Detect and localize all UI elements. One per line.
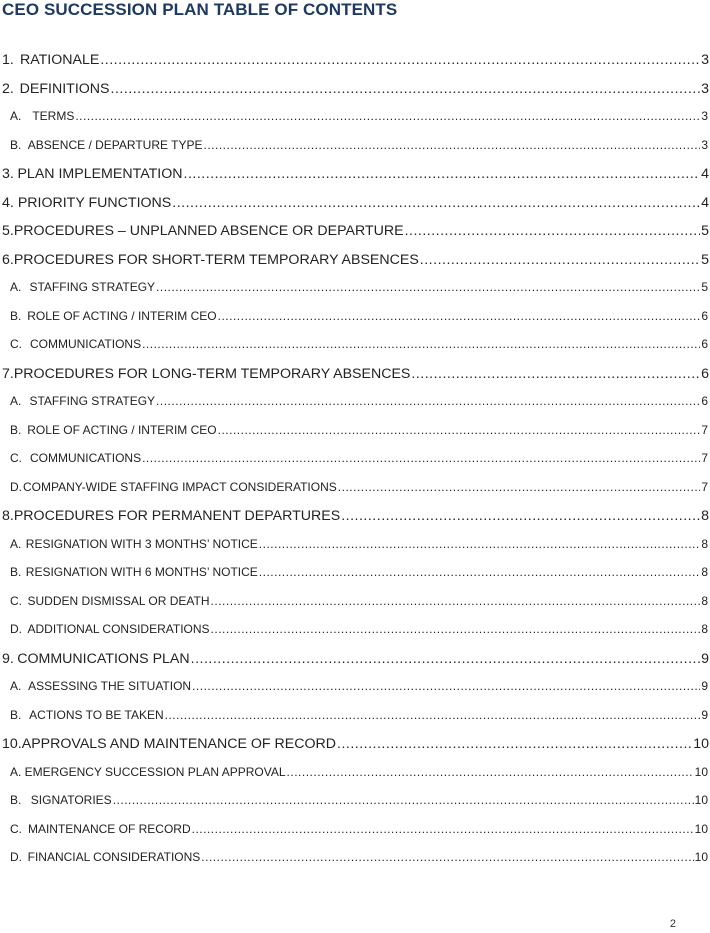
toc-entry-number: 1. [2, 52, 14, 68]
toc-dot-leader [172, 195, 700, 211]
toc-dot-leader [203, 138, 700, 152]
toc-subsection-entry[interactable] [0, 109, 710, 138]
toc-dot-leader [211, 594, 701, 608]
toc-dot-leader [411, 366, 700, 382]
toc-subsection-entry[interactable] [0, 708, 710, 737]
toc-subsection-entry[interactable] [0, 394, 710, 423]
toc-entry-label: ASSESSING THE SITUATION [28, 679, 192, 693]
toc-dot-leader [420, 252, 700, 268]
toc-dot-leader [405, 223, 701, 239]
toc-entry-number: B. [10, 137, 22, 152]
toc-section-entry[interactable] [0, 366, 710, 395]
toc-entry-page: 8 [701, 508, 709, 524]
toc-entry-page: 8 [701, 565, 708, 579]
toc-entry-label: STAFFING STRATEGY [29, 280, 156, 294]
toc-entry-number: A. [10, 280, 22, 294]
toc-entry-page: 9 [701, 650, 709, 667]
toc-dot-leader [218, 309, 701, 323]
toc-entry-label: ROLE OF ACTING / INTERIM CEO [27, 308, 217, 323]
toc-dot-leader [142, 337, 700, 351]
toc-entry-page: 5 [701, 223, 709, 239]
toc-subsection-entry[interactable] [0, 565, 710, 594]
toc-entry-page: 10 [694, 850, 708, 864]
toc-entry-page: 7 [701, 451, 708, 465]
toc-section-entry[interactable] [0, 81, 710, 110]
toc-dot-leader [156, 394, 700, 408]
toc-dot-leader [201, 850, 693, 864]
toc-section-entry[interactable] [0, 651, 710, 680]
toc-entry-number: A. [10, 764, 22, 779]
toc-entry-label: RESIGNATION WITH 6 MONTHS’ NOTICE [25, 565, 258, 579]
toc-entry-number: 5. [2, 223, 14, 239]
page-title: CEO SUCCESSION PLAN TABLE OF CONTENTS [2, 0, 398, 19]
toc-entry-number: B. [10, 422, 22, 437]
toc-section-entry[interactable] [0, 166, 710, 195]
toc-entry-page: 6 [701, 308, 708, 323]
toc-entry-page: 10 [694, 821, 708, 836]
toc-entry-page: 8 [701, 536, 708, 551]
toc-entry-number: D. [10, 622, 22, 636]
toc-section-entry[interactable] [0, 252, 710, 281]
toc-subsection-entry[interactable] [0, 679, 710, 708]
toc-entry-label: ROLE OF ACTING / INTERIM CEO [27, 422, 217, 437]
toc-entry-number: A. [10, 109, 22, 123]
toc-dot-leader [156, 280, 700, 294]
toc-entry-label: PLAN IMPLEMENTATION [17, 166, 183, 182]
toc-entry-label: COMMUNICATIONS [29, 451, 142, 465]
toc-entry-number: 4. [2, 194, 14, 211]
toc-entry-number: 3. [2, 166, 14, 182]
toc-entry-number: A. [10, 394, 22, 408]
toc-entry-label: RESIGNATION WITH 3 MONTHS’ NOTICE [25, 536, 258, 551]
toc-section-entry[interactable] [0, 52, 710, 81]
toc-entry-number: 7. [2, 365, 14, 382]
toc-subsection-entry[interactable] [0, 337, 710, 366]
toc-dot-leader [192, 822, 694, 836]
toc-entry-label: DEFINITIONS [19, 80, 110, 97]
toc-dot-leader [338, 480, 701, 494]
toc-dot-leader [191, 651, 700, 667]
table-of-contents [0, 52, 710, 879]
toc-subsection-entry[interactable] [0, 423, 710, 452]
toc-entry-number: D. [10, 850, 22, 864]
toc-subsection-entry[interactable] [0, 594, 710, 623]
toc-dot-leader [259, 537, 701, 551]
toc-entry-label: PRIORITY FUNCTIONS [17, 194, 172, 211]
toc-entry-label: PROCEDURES FOR LONG-TERM TEMPORARY ABSENCES [13, 365, 411, 382]
toc-entry-number: 9. [2, 650, 14, 667]
toc-entry-label: ADDITIONAL CONSIDERATIONS [27, 622, 210, 636]
toc-entry-page: 5 [701, 251, 709, 268]
toc-entry-page: 7 [701, 422, 708, 437]
toc-entry-page: 6 [701, 365, 709, 382]
toc-entry-page: 8 [701, 593, 708, 608]
toc-entry-number: A. [10, 679, 22, 693]
toc-dot-leader [184, 166, 701, 182]
toc-entry-label: SUDDEN DISMISSAL OR DEATH [27, 593, 210, 608]
toc-dot-leader [111, 81, 701, 97]
toc-subsection-entry[interactable] [0, 622, 710, 651]
toc-entry-page: 8 [701, 622, 708, 636]
toc-entry-number: C. [10, 821, 22, 836]
toc-dot-leader [142, 451, 700, 465]
toc-entry-page: 10 [693, 736, 709, 752]
toc-entry-page: 10 [694, 793, 708, 807]
toc-subsection-entry[interactable] [0, 280, 710, 309]
toc-entry-page: 4 [701, 166, 709, 182]
toc-entry-label: STAFFING STRATEGY [29, 394, 156, 408]
toc-section-entry[interactable] [0, 223, 710, 252]
toc-entry-label: MAINTENANCE OF RECORD [27, 821, 191, 836]
toc-entry-label: COMPANY-WIDE STAFFING IMPACT CONSIDERATIONS [22, 479, 337, 494]
toc-entry-page: 3 [701, 80, 709, 97]
toc-entry-number: 6. [2, 251, 14, 268]
toc-entry-number: B. [10, 793, 22, 807]
toc-entry-page: 6 [701, 337, 708, 351]
toc-dot-leader [218, 423, 701, 437]
toc-entry-number: 8. [2, 508, 14, 524]
toc-entry-label: COMMUNICATIONS PLAN [17, 650, 190, 667]
toc-entry-number: D. [10, 479, 22, 494]
toc-entry-page: 5 [701, 280, 708, 294]
toc-entry-number: A. [10, 536, 22, 551]
toc-dot-leader [287, 765, 694, 779]
toc-entry-page: 4 [701, 194, 709, 211]
toc-subsection-entry[interactable] [0, 850, 710, 879]
toc-entry-number: C. [10, 337, 22, 351]
toc-subsection-entry[interactable] [0, 480, 710, 509]
toc-entry-label: APPROVALS AND MAINTENANCE OF RECORD [21, 736, 337, 752]
toc-subsection-entry[interactable] [0, 822, 710, 851]
toc-entry-label: RATIONALE [19, 52, 100, 68]
toc-entry-number: B. [10, 565, 22, 579]
toc-entry-label: TERMS [32, 109, 75, 123]
toc-entry-page: 9 [701, 707, 708, 722]
toc-subsection-entry[interactable] [0, 765, 710, 794]
toc-entry-page: 6 [701, 394, 708, 408]
toc-entry-label: PROCEDURES FOR PERMANENT DEPARTURES [13, 508, 341, 524]
toc-entry-page: 3 [701, 137, 708, 152]
toc-entry-number: B. [10, 308, 22, 323]
toc-dot-leader [211, 622, 701, 636]
toc-entry-label: SIGNATORIES [30, 793, 112, 807]
toc-entry-number: 10. [2, 736, 22, 752]
toc-section-entry[interactable] [0, 195, 710, 224]
toc-entry-page: 3 [701, 52, 709, 68]
toc-entry-page: 3 [701, 109, 708, 123]
toc-entry-number: C. [10, 451, 22, 465]
toc-entry-label: ACTIONS TO BE TAKEN [29, 707, 164, 722]
toc-dot-leader [192, 679, 700, 693]
toc-entry-page: 7 [701, 479, 708, 494]
toc-dot-leader [100, 52, 700, 68]
toc-entry-number: C. [10, 593, 22, 608]
toc-entry-label: PROCEDURES – UNPLANNED ABSENCE OR DEPARTURE [13, 223, 404, 239]
toc-section-entry[interactable] [0, 736, 710, 765]
toc-dot-leader [337, 736, 692, 752]
toc-subsection-entry[interactable] [0, 537, 710, 566]
toc-entry-label: COMMUNICATIONS [29, 337, 142, 351]
toc-entry-page: 10 [694, 764, 708, 779]
toc-dot-leader [165, 708, 701, 722]
toc-entry-number: 2. [2, 80, 14, 97]
toc-entry-label: PROCEDURES FOR SHORT-TERM TEMPORARY ABSENCES [13, 251, 419, 268]
toc-dot-leader [341, 508, 700, 524]
toc-dot-leader [259, 565, 701, 579]
toc-dot-leader [113, 793, 694, 807]
toc-subsection-entry[interactable] [0, 138, 710, 167]
toc-subsection-entry[interactable] [0, 451, 710, 480]
toc-entry-label: ABSENCE / DEPARTURE TYPE [27, 137, 203, 152]
toc-entry-label: FINANCIAL CONSIDERATIONS [27, 850, 201, 864]
toc-entry-label: EMERGENCY SUCCESSION PLAN APPROVAL [24, 764, 286, 779]
toc-subsection-entry[interactable] [0, 793, 710, 822]
toc-section-entry[interactable] [0, 508, 710, 537]
toc-entry-page: 9 [701, 679, 708, 693]
toc-entry-number: B. [10, 707, 22, 722]
page-number: 2 [669, 918, 676, 930]
toc-subsection-entry[interactable] [0, 309, 710, 338]
toc-dot-leader [75, 109, 700, 123]
